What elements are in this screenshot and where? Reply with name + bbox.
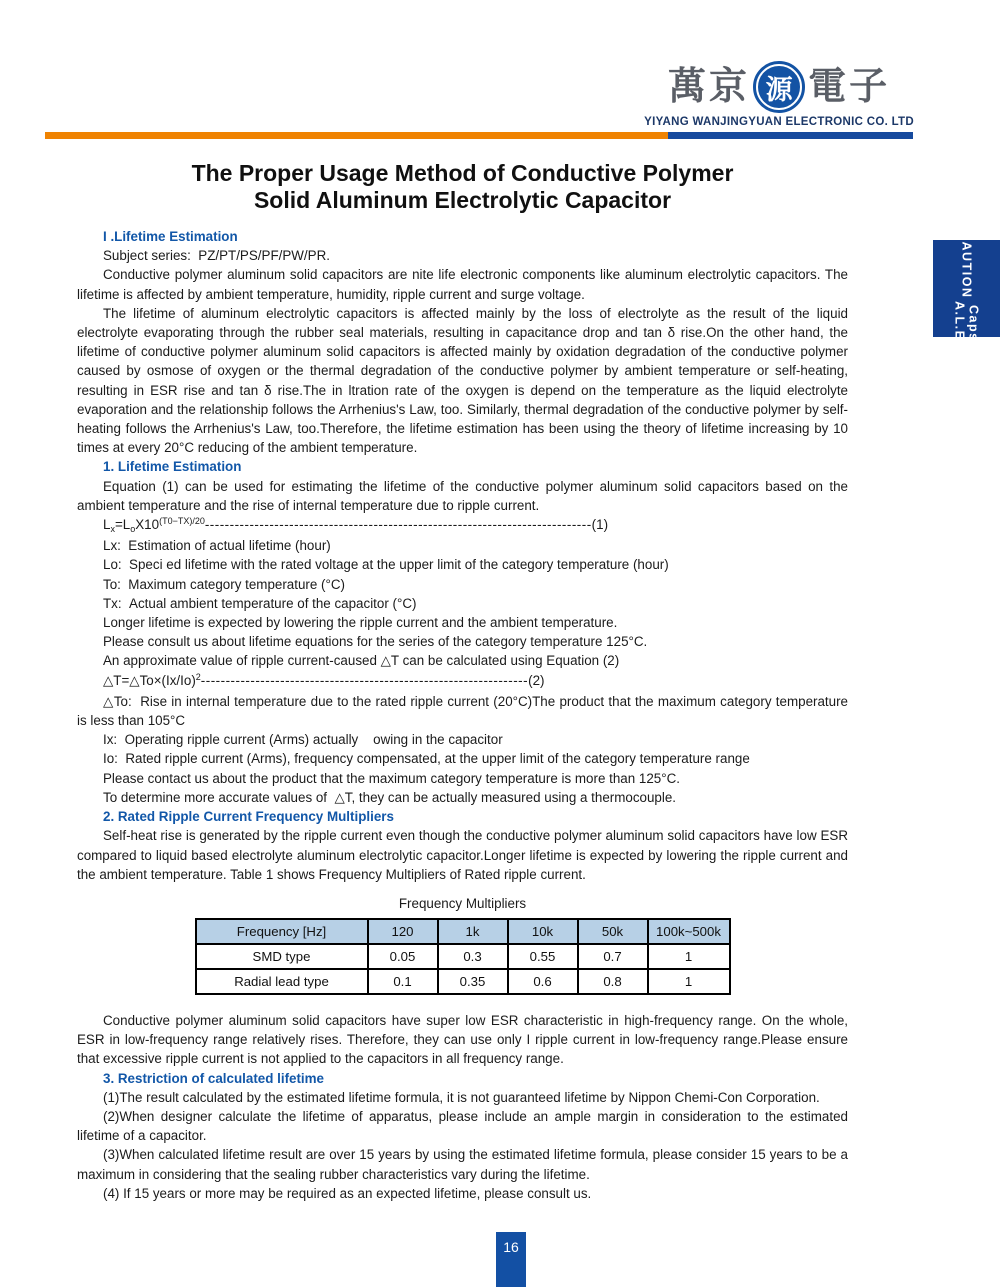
frequency-multipliers-table	[195, 918, 731, 995]
section-heading-3: 3. Restriction of calculated lifetime	[103, 1070, 325, 1086]
table-cell: 0.35	[438, 969, 508, 994]
note-longer-lifetime: Longer lifetime is expected by lowering the ripple current and the ambient temperature.	[103, 615, 618, 631]
restriction-1: (1)The result calculated by the estimated lifetime formula, it is not guaranteed lifetime by Nippon Chemi-Con Corporation.	[103, 1089, 820, 1105]
header-cell-frequency: Frequency [Hz]	[196, 919, 368, 944]
eq2-term: △T=△To×(Ix/Io)	[103, 672, 196, 688]
logo-cn-right: 電子	[808, 66, 891, 108]
def-tx: Tx: Actual ambient temperature of the capacitor (°C)	[103, 595, 417, 611]
para-intro-2: The lifetime of aluminum electrolytic capacitors is affected mainly by the loss of electrolyte as the result of the liquid electrolyte evaporating through the rubber seal materials, resulting in capacitance drop and tan δ rise.On the other hand, the lifetime of conductive polymer aluminum solid capacitors is affected mainly by oxidation degradation of the conductive polymer caused by osmose of oxygen or the thermal degradation of the conductive polymer by ambient temperature or self-heating, resulting in ESR rise and tan δ rise.The in ltration rate of the oxygen is depend on the temperature as the liquid electrolyte evaporation and the relationship follows the Arrhenius's Law, too. Similarly, thermal degradation of the conductive polymer by self-heating follows the Arrhenius's Law, too.Therefore, the lifetime estimation has been using the theory of lifetime increasing by 10 times at every 20°C reducing of the ambient temperature.	[77, 305, 848, 456]
header-divider-rule	[45, 132, 913, 139]
eq1-subscript-o: o	[130, 524, 136, 535]
restriction-4: (4) If 15 years or more may be required as an expected lifetime, please consult us.	[103, 1185, 592, 1201]
table-cell: 1	[648, 969, 730, 994]
section-heading-1: 1. Lifetime Estimation	[103, 459, 242, 475]
header-cell-100k-500k: 100k~500k	[648, 919, 730, 944]
header-cell-10k: 10k	[508, 919, 578, 944]
eq2-leader-dashes: ------------------------------------------------------------------	[200, 672, 529, 688]
restriction-2: (2)When designer calculate the lifetime of apparatus, please include an ample margin in consideration to the estimated lifetime of a capacitor.	[77, 1108, 848, 1144]
header-cell-1k: 1k	[438, 919, 508, 944]
def-to: To: Maximum category temperature (°C)	[103, 576, 345, 592]
note-thermocouple: To determine more accurate values of △T, they can be actually measured using a thermocouple.	[103, 789, 677, 805]
def-lx: Lx: Estimation of actual lifetime (hour)	[103, 538, 331, 554]
table-cell: 0.3	[438, 944, 508, 969]
table-cell: 0.55	[508, 944, 578, 969]
para-equation-intro: Equation (1) can be used for estimating the lifetime of the conductive polymer aluminum solid capacitors based on the ambient temperature and the rise of internal temperature due to ripple current.	[77, 478, 848, 513]
eq2-number: (2)	[528, 672, 545, 688]
main-content	[77, 160, 848, 1203]
table-caption: Frequency Multipliers	[398, 895, 527, 911]
page-title-line2: Solid Aluminum Electrolytic Capacitor	[253, 187, 672, 213]
note-consult: Please consult us about lifetime equations for the series of the category temperature 125°C.	[103, 634, 648, 650]
table-cell: 0.7	[578, 944, 648, 969]
row-label: Radial lead type	[196, 969, 368, 994]
header-cell-50k: 50k	[578, 919, 648, 944]
header-cell-120: 120	[368, 919, 438, 944]
page-title	[77, 160, 848, 214]
para-self-heat: Self-heat rise is generated by the ripple current even though the conductive polymer aluminum solid capacitors have low ESR compared to liquid based electrolyte aluminum electrolytic capacitor.Longer lifetime is expected by lowering the ripple current and the ambient temperature. Table 1 shows Frequency Multipliers of Rated ripple current.	[77, 828, 848, 882]
eq1-subscript-x: x	[110, 524, 115, 535]
rule-blue-segment	[668, 132, 913, 139]
restriction-3: (3)When calculated lifetime result are over 15 years by using the estimated lifetime formula, please consider 15 years to be a maximum in considering that the sealing rubber characteristics vary during the lifetime.	[77, 1147, 848, 1182]
table-header-row	[196, 919, 730, 944]
frequency-multipliers-block	[77, 896, 848, 995]
page-number: 16	[503, 1239, 519, 1255]
table-cell: 1	[648, 944, 730, 969]
logo-wordmark	[644, 64, 914, 110]
para-esr: Conductive polymer aluminum solid capacitors have super low ESR characteristic in high-frequency range. On the whole, ESR in low-frequency range relatively rises. Therefore, they can use only I ripple current in low-frequency range.Please ensure that excessive ripple current is not applied to the capacitors in all frequency range.	[77, 1012, 848, 1067]
page-number-box	[496, 1232, 526, 1287]
def-delta-to: △To: Rise in internal temperature due to the rated ripple current (20°C)The product that the maximum category temperature is less than 105°C	[77, 693, 848, 729]
table-cell: 0.05	[368, 944, 438, 969]
logo-cn-left: 萬京	[668, 66, 751, 108]
table-cell: 0.8	[578, 969, 648, 994]
table-row-smd	[196, 944, 730, 969]
note-contact: Please contact us about the product that the maximum category temperature is more than 125°C.	[103, 770, 680, 786]
side-tab-caution	[933, 230, 1000, 347]
page-title-line1: The Proper Usage Method of Conductive Polymer	[191, 160, 734, 186]
eq1-term: L	[103, 517, 111, 533]
eq2-exponent: 2	[195, 671, 201, 682]
table-cell: 0.6	[508, 969, 578, 994]
equation-2	[77, 671, 848, 692]
def-ix: Ix: Operating ripple current (Arms) actually owing in the capacitor	[103, 732, 503, 748]
rule-orange-segment	[45, 132, 668, 139]
logo-circle-char: 源	[765, 74, 793, 105]
note-approx-value: An approximate value of ripple current-caused △T can be calculated using Equation (2)	[103, 653, 620, 669]
eq1-number: (1)	[591, 517, 609, 533]
para-subject-series: Subject series: PZ/PT/PS/PF/PW/PR.	[103, 248, 330, 264]
def-lo: Lo: Speci ed lifetime with the rated voltage at the upper limit of the category temperature (hour)	[103, 557, 669, 573]
company-logo	[644, 64, 914, 128]
eq1-exponent: (T0−TX)/20	[159, 516, 205, 527]
table-cell: 0.1	[368, 969, 438, 994]
eq1-leader-dashes: ------------------------------------------------------------------------------	[204, 517, 592, 533]
def-io: Io: Rated ripple current (Arms), frequency compensated, at the upper limit of the category temperature range	[103, 751, 750, 767]
logo-circle-icon	[756, 64, 802, 110]
para-intro-1: Conductive polymer aluminum solid capacitors are nite life electronic components like aluminum electrolytic capacitors. The lifetime is affected by ambient temperature, humidity, ripple current and surge voltage.	[77, 267, 848, 302]
section-heading-lifetime: I .Lifetime Estimation	[103, 229, 238, 244]
section-heading-2: 2. Rated Ripple Current Frequency Multipliers	[103, 809, 394, 825]
table-row-radial	[196, 969, 730, 994]
side-tab-line1: CAUTION	[959, 230, 974, 299]
side-tab-line2: A.L.E-Caps	[952, 301, 981, 347]
equation-1	[77, 515, 848, 536]
row-label: SMD type	[196, 944, 368, 969]
eq1-term: =L	[114, 517, 131, 533]
eq1-term: X10	[135, 517, 160, 533]
company-name: YIYANG WANJINGYUAN ELECTRONIC CO. LTD	[644, 116, 914, 128]
